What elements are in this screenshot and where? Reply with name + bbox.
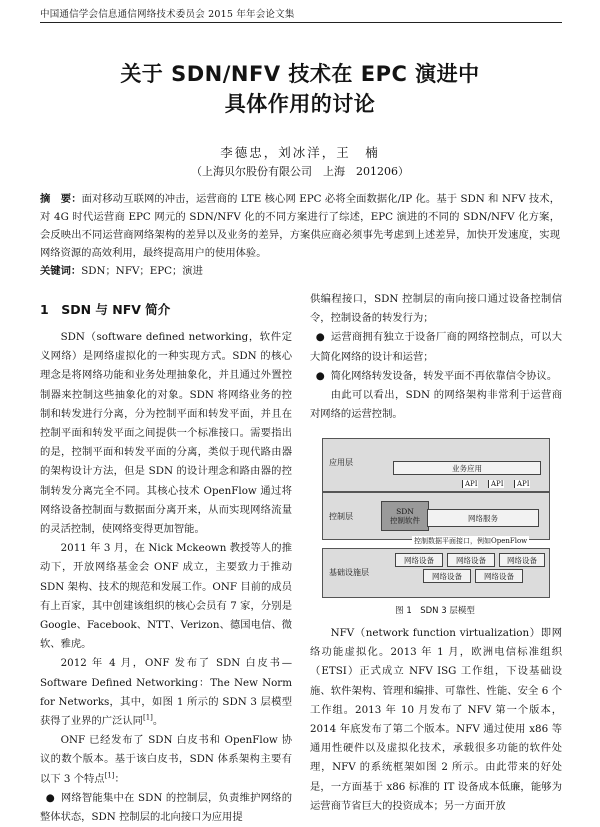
bullet-icon: ● [315, 369, 325, 382]
network-device-box: 网络设备 [475, 569, 523, 583]
figure-caption: 图 1 SDN 3 层模型 [395, 606, 475, 616]
layer-label: 基础设施层 [329, 568, 369, 577]
right-column [310, 290, 562, 424]
network-service-box: 网络服务 [427, 509, 539, 527]
keywords-text: SDN；NFV；EPC；演进 [81, 265, 203, 277]
api-label: API [488, 480, 504, 488]
paragraph: NFV（network function virtualization）即网络功能虚拟化。2013 年 1 月，欧洲电信标准组织（ETSI）正式成立 NFV ISG 工作组，下设基础设施、软件架构、管理和编排、可靠性、性能、安全 6 个工作组。2013 年 10 月发布了 NFV 第一个版本，2014 年底发布了第二个版本。NFV 通过使用 x86 等通用性硬件以及虚拟化技术，承载很多功能的软件处理，NFV 的系统框架如图 2 所示。由此带来的好处是，一方面基于 x86 标准的 IT 设备成本低廉，能够为运营商节省巨大的投资成本；另一方面开放 [310, 627, 562, 812]
network-device-box: 网络设备 [447, 553, 495, 567]
keywords [40, 262, 560, 277]
abstract [40, 190, 560, 262]
layer-label: 应用层 [329, 458, 353, 467]
section-heading: 1 SDN 与 NFV 简介 [40, 302, 171, 317]
header-rule [40, 22, 562, 23]
authors: 李德忠，刘冰洋，王 楠 [220, 145, 380, 160]
infrastructure-layer [322, 548, 550, 598]
api-label: API [514, 480, 530, 488]
paragraph: SDN（software defined networking，软件定义网络）是网络虚拟化的一种实现方式。SDN 的核心理念是将网络功能和业务处理抽象化，并且通过外置控制器来控制这些抽象化的对象。SDN 将网络业务的控制和转发进行分离，分为控制平面和转发平面，并且在控制平面和转发平面之间提供一个标准接口。需要指出的是，控制平面和转发平面的分离，类似于现代路由器的架构设计方法，但是 SDN 的设计理念和路由器的控制转发分离完全不同。其核心技术 OpenFlow 通过将网络设备控制面与数据面分离开来，从而实现网络流量的灵活控制，使网络变得更加智能。 [40, 331, 292, 536]
network-device-box: 网络设备 [395, 553, 443, 567]
paragraph-text: 2012 年 4 月，ONF 发布了 SDN 白皮书—Software Defined Networking：The New Norm for Networks，其中，如图 1 所示的 SDN 3 层模型获得了业界的广泛认同 [40, 657, 292, 728]
paragraph: 由此可以看出，SDN 的网络架构非常利于运营商对网络的运营控制。 [310, 389, 562, 421]
citation: [1] [104, 771, 115, 780]
running-header: 中国通信学会信息通信网络技术委员会 2015 年年会论文集 [40, 9, 295, 20]
keywords-label: 关键词： [40, 265, 82, 277]
left-column [40, 300, 292, 827]
abstract-label: 摘 要： [40, 193, 82, 205]
list-item [310, 367, 562, 386]
affiliation: （上海贝尔股份有限公司 上海 201206） [191, 165, 409, 178]
list-item-text: 运营商拥有独立于设备厂商的网络控制点，可以大大简化网络的设计和运营； [310, 331, 562, 363]
bullet-icon: ● [45, 791, 55, 804]
bullet-icon: ● [315, 331, 325, 344]
paper-title-line2: 具体作用的讨论 [224, 92, 376, 116]
paragraph: ONF 已经发布了 SDN 白皮书和 OpenFlow 协议的数个版本。基于该白皮书，SDN 体系架构主要有以下 3 个特点[1]： [40, 734, 292, 785]
southbound-interface-label: 控制数据平面接口，例如OpenFlow [414, 537, 528, 545]
paragraph: 2011 年 3 月，在 Nick Mckeown 教授等人的推动下，开放网络基金会 ONF 成立，主要致力于推动 SDN 架构、技术的规范和发展工作。ONF 目前的成员有上百家，其中创建该组织的核心会员有 7 家，分别是 Google、Facebook、NTT、Verizon、德国电信、微软、雅虎。 [40, 542, 292, 651]
sdn-three-layer-figure [322, 434, 548, 600]
paragraph-text: ONF 已经发布了 SDN 白皮书和 OpenFlow 协议的数个版本。基于该白皮书，SDN 体系架构主要有以下 3 个特点 [40, 734, 292, 785]
sdn-controller-box: SDN 控制软件 [381, 501, 429, 531]
business-app-box: 业务应用 [393, 461, 541, 475]
api-label: API [462, 480, 478, 488]
paragraph: 2012 年 4 月，ONF 发布了 SDN 白皮书—Software Defined Networking：The New Norm for Networks，其中，如图 1 所示的 SDN 3 层模型获得了业界的广泛认同[1]。 [40, 657, 292, 728]
list-item-text: 简化网络转发设备，转发平面不再依靠信令协议。 [330, 369, 558, 382]
paper-title-line1: 关于 SDN/NFV 技术在 EPC 演进中 [120, 62, 480, 86]
list-item-text: 网络智能集中在 SDN 的控制层，负责维护网络的整体状态，SDN 控制层的北向接口为应用提 [40, 791, 292, 824]
layer-label: 控制层 [329, 512, 353, 521]
list-item [310, 328, 562, 366]
list-item [40, 789, 292, 827]
control-layer [322, 492, 550, 540]
paragraph: 供编程接口，SDN 控制层的南向接口通过设备控制信令，控制设备的转发行为； [310, 293, 562, 325]
citation: [1] [142, 713, 153, 722]
network-device-box: 网络设备 [423, 569, 471, 583]
network-device-box: 网络设备 [499, 553, 545, 567]
right-column-bottom [310, 624, 562, 816]
abstract-text: 面对移动互联网的冲击，运营商的 LTE 核心网 EPC 必将全面数据化/IP 化。基于 SDN 和 NFV 技术，对 4G 时代运营商 EPC 网元的 SDN/NFV 化的不同方案进行了综述，EPC 演进的不同的 SDN/NFV 化方案，会反映出不同运营商网络架构的差异以及业务的差异，方案供应商必须事先考虑到上述差异，加快开发速度，实现网络资源的高效利用，最终提高用户的使用体验。 [40, 193, 560, 259]
